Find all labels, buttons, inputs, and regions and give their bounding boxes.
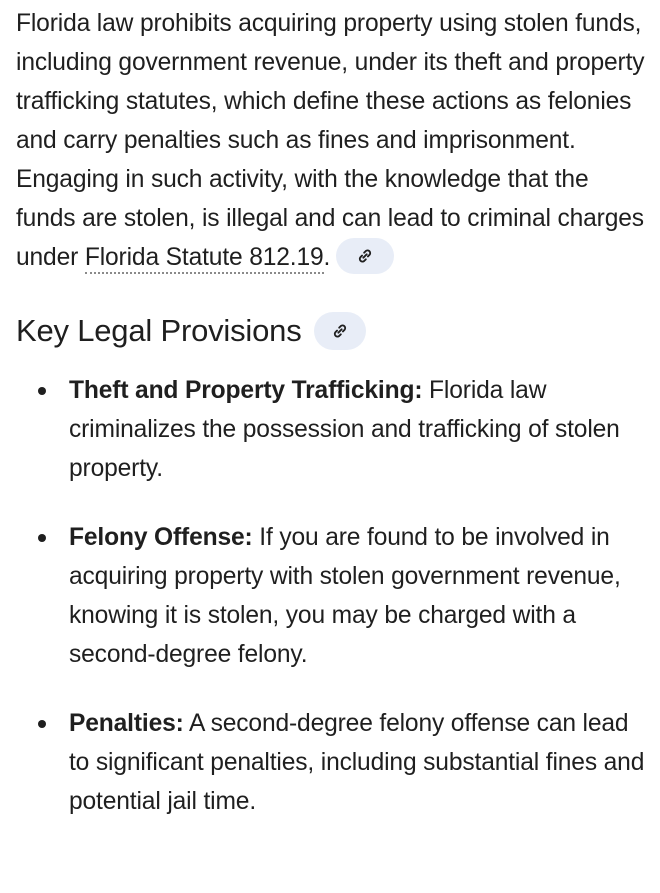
link-icon	[355, 246, 375, 266]
intro-text: Florida law prohibits acquiring property using stolen funds, including government revenue, under its theft and property trafficking statutes, which define these actions as felonies and carry penalties such as fines and imprisonment. Engaging in such activity, with the knowledge that the funds are stolen, is illegal and can lead to criminal charges under	[16, 10, 645, 271]
heading-link-chip[interactable]	[314, 312, 366, 350]
intro-trailing: .	[323, 244, 331, 271]
citation-link[interactable]: Florida Statute 812.19	[85, 244, 324, 274]
bullet-text: Florida law criminalizes the possession and trafficking of stolen property.	[69, 377, 620, 482]
link-icon	[330, 321, 350, 341]
answer-content	[16, 4, 648, 851]
provisions-list	[16, 371, 648, 821]
bullet-term: Theft and Property Trafficking:	[69, 377, 423, 404]
bullet-text: If you are found to be involved in acquiring property with stolen government revenue, knowing it is stolen, you may be charged with a second-degree felony.	[69, 524, 621, 668]
bullet-icon	[38, 534, 46, 542]
list-item	[16, 371, 648, 488]
bullet-term: Felony Offense:	[69, 524, 253, 551]
bullet-icon	[38, 387, 46, 395]
intro-paragraph	[16, 4, 648, 277]
list-item	[16, 704, 648, 821]
bullet-term: Penalties:	[69, 710, 184, 737]
bullet-icon	[38, 720, 46, 728]
list-item	[16, 518, 648, 674]
bullet-text: A second-degree felony offense can lead to significant penalties, including substantial fines and potential jail time.	[69, 710, 645, 815]
source-link-chip[interactable]	[336, 238, 394, 274]
section-heading	[16, 311, 648, 351]
section-heading-text: Key Legal Provisions	[16, 313, 302, 348]
